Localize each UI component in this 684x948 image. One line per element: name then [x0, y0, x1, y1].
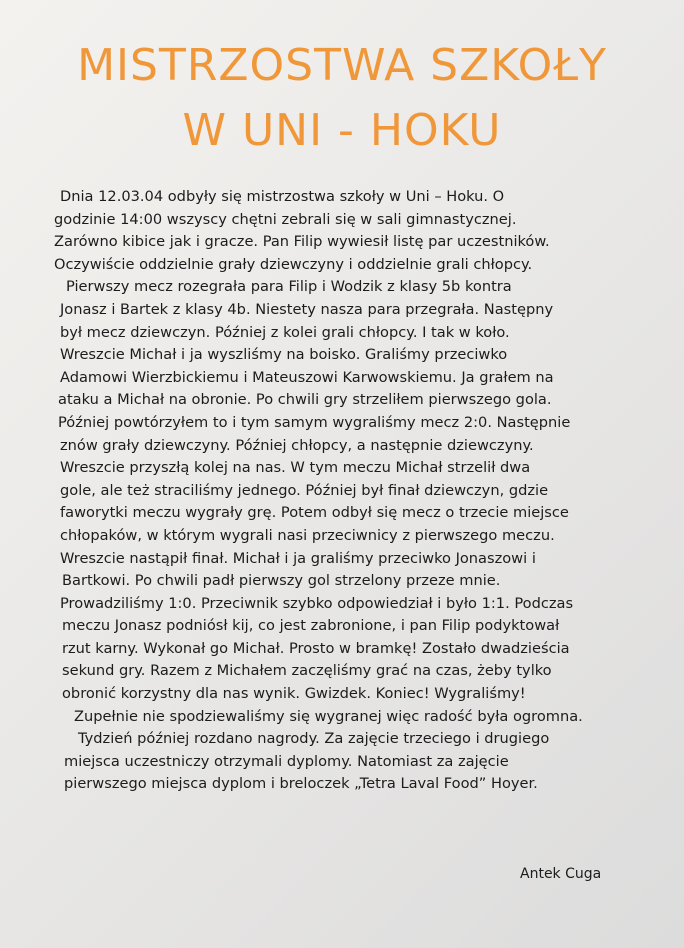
body-line: obronić korzystny dla nas wynik. Gwizdek. Koniec! Wygraliśmy!	[62, 685, 526, 703]
author-signature: Antek Cuga	[520, 866, 602, 882]
body-line: znów grały dziewczyny. Później chłopcy, a następnie dziewczyny.	[60, 436, 534, 454]
body-line: ataku a Michał na obronie. Po chwili gry strzeliłem pierwszego gola.	[58, 391, 552, 409]
body-line: faworytki meczu wygrały grę. Potem odbył się mecz o trzecie miejsce	[60, 504, 569, 522]
body-line: Wreszcie nastąpił finał. Michał i ja graliśmy przeciwko Jonaszowi i	[60, 549, 536, 567]
body-line: rzut karny. Wykonał go Michał. Prosto w bramkę! Zostało dwadzieścia	[62, 639, 570, 657]
body-line: Później powtórzyłem to i tym samym wygraliśmy mecz 2:0. Następnie	[58, 413, 571, 431]
body-line: miejsca uczestniczy otrzymali dyplomy. Natomiast za zajęcie	[64, 752, 509, 770]
title-line-1: MISTRZOSTWA SZKOŁY	[77, 40, 607, 91]
body-line: meczu Jonasz podniósł kij, co jest zabronione, i pan Filip podyktował	[62, 617, 560, 635]
body-line: Wreszcie przyszłą kolej na nas. W tym meczu Michał strzelił dwa	[60, 459, 531, 477]
article-body	[54, 186, 654, 796]
body-line: godzinie 14:00 wszyscy chętni zebrali się w sali gimnastycznej.	[54, 210, 517, 228]
body-line: sekund gry. Razem z Michałem zaczęliśmy grać na czas, żeby tylko	[62, 662, 552, 680]
body-line: Prowadziliśmy 1:0. Przeciwnik szybko odpowiedział i było 1:1. Podczas	[60, 594, 574, 612]
body-line: Pierwszy mecz rozegrała para Filip i Wodzik z klasy 5b kontra	[66, 278, 512, 296]
body-line: chłopaków, w którym wygrali nasi przeciwnicy z pierwszego meczu.	[60, 526, 555, 544]
body-line: gole, ale też straciliśmy jednego. Później był finał dziewczyn, gdzie	[60, 481, 549, 499]
body-line: pierwszego miejsca dyplom i breloczek „Tetra Laval Food” Hoyer.	[64, 775, 538, 793]
body-line: Zupełnie nie spodziewaliśmy się wygranej więc radość była ogromna.	[74, 707, 583, 725]
body-line: Adamowi Wierzbickiemu i Mateuszowi Karwowskiemu. Ja grałem na	[60, 368, 554, 386]
body-line: Tydzień później rozdano nagrody. Za zajęcie trzeciego i drugiego	[78, 730, 550, 748]
body-line: Wreszcie Michał i ja wyszliśmy na boisko. Graliśmy przeciwko	[60, 346, 508, 364]
body-line: Bartkowi. Po chwili padł pierwszy gol strzelony przeze mnie.	[62, 572, 501, 590]
body-line: był mecz dziewczyn. Później z kolei grali chłopcy. I tak w koło.	[60, 323, 510, 341]
body-line: Jonasz i Bartek z klasy 4b. Niestety nasza para przegrała. Następny	[60, 300, 554, 318]
title-line-2: W UNI - HOKU	[182, 105, 502, 156]
body-line: Zarówno kibice jak i gracze. Pan Filip wywiesił listę par uczestników.	[54, 233, 550, 251]
body-line: Dnia 12.03.04 odbyły się mistrzostwa szkoły w Uni – Hoku. O	[60, 188, 505, 205]
body-line: Oczywiście oddzielnie grały dziewczyny i oddzielnie grali chłopcy.	[54, 255, 533, 273]
